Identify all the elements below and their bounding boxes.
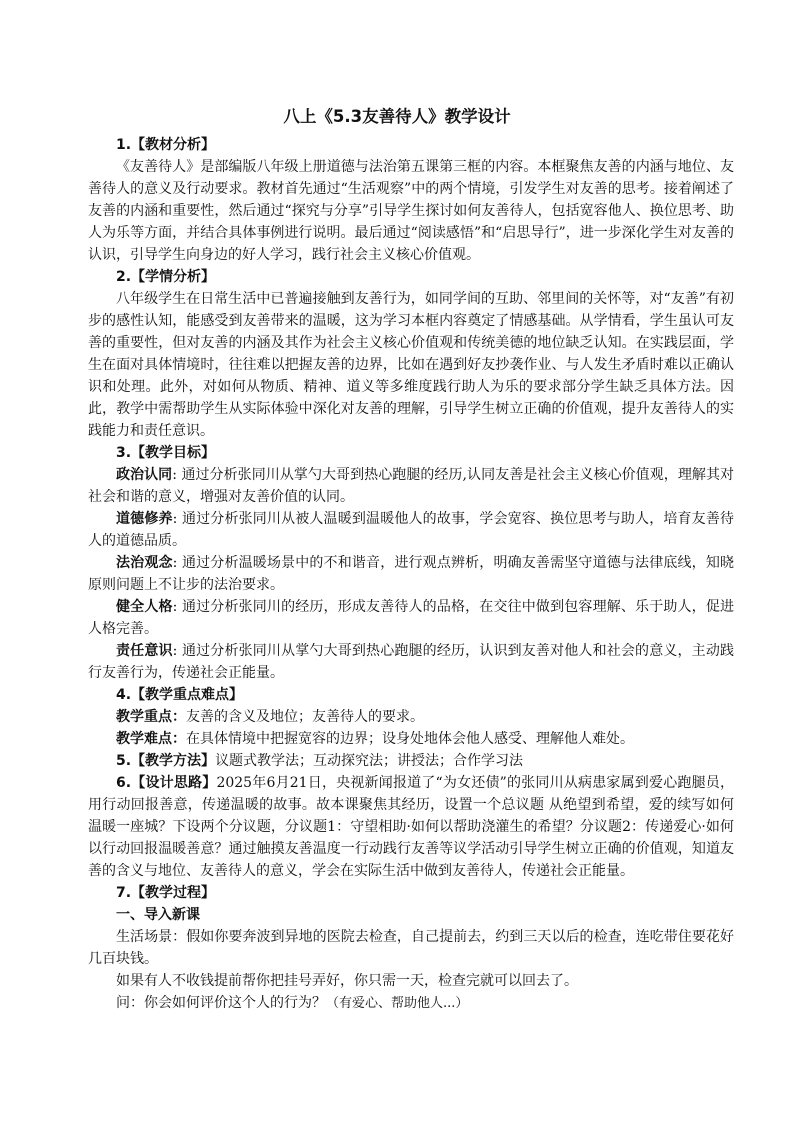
key-point-text: 友善的含义及地位；友善待人的要求。 — [186, 709, 424, 725]
intro-scene: 生活场景：假如你要奔波到异地的医院去检查，自己提前去，约到三天以后的检查，连吃带住要花好几百块钱。 — [88, 929, 734, 967]
goal-label: 健全人格 — [116, 599, 173, 615]
section-heading-methods: 5.【教学方法】 — [116, 753, 216, 769]
question-text: 问：你会如何评价这个人的行为？ — [116, 995, 326, 1011]
intro-question — [88, 992, 734, 1015]
goal-text: 通过分析温暖场景中的不和谐音，进行观点辨析，明确友善需坚守道德与法律底线，知晓原则问题上不让步的法治要求。 — [88, 555, 735, 593]
student-analysis-text: 八年级学生在日常生活中已普遍接触到友善行为，如同学间的互助、邻里间的关怀等，对“友善”有初步的感性认知，能感受到友善带来的温暖，这为学习本框内容奠定了情感基础。从学情看，学生虽认可友善的重要性，但对友善的内涵及其作为社会主义核心价值观和传统美德的地位缺乏认知。在实践层面，学生在面对具体情境时，往往难以把握友善的边界，比如在遇到好友抄袭作业、与人发生矛盾时难以正确认识和处理。此外，对如何从物质、精神、道义等多维度践行助人为乐的要求部分学生缺乏具体方法。因此，教学中需帮助学生从实际体验中深化对友善的理解，引导学生树立正确的价值观，提升友善待人的实践能力和责任意识。 — [88, 291, 734, 439]
goal-personality: 健全人格: 通过分析张同川的经历，形成友善待人的品格，在交往中做到包容理解、乐于助人，促进人格完善。 — [88, 599, 735, 637]
intro-scene-2: 如果有人不收钱提前帮你把挂号弄好，你只需一天，检查完就可以回去了。 — [116, 973, 578, 989]
difficult-point-label: 教学难点： — [116, 731, 186, 747]
material-analysis-text: 《友善待人》是部编版八年级上册道德与法治第五课第三框的内容。本框聚焦友善的内涵与地位、友善待人的意义及行动要求。教材首先通过“生活观察”中的两个情境，引发学生对友善的思考。接着阐述了友善的内涵和重要性，然后通过“探究与分享”引导学生探讨如何友善待人，包括宽容他人、换位思考、助人为乐等方面，并结合具体事例进行说明。最后通过“阅读感悟”和“启思导行”，进一步深化学生对友善的认识，引导学生向身边的好人学习，践行社会主义核心价值观。 — [88, 159, 734, 263]
goal-political: 政治认同: 通过分析张同川从掌勺大哥到热心跑腿的经历,认同友善是社会主义核心价值观，理解其对社会和谐的意义，增强对友善价值的认同。 — [88, 467, 735, 505]
section-heading-process: 7.【教学过程】 — [116, 885, 216, 901]
page-title: 八上《5.3友善待人》教学设计 — [283, 107, 511, 126]
goal-law: 法治观念: 通过分析温暖场景中的不和谐音，进行观点辨析，明确友善需坚守道德与法律底线，知晓原则问题上不让步的法治要求。 — [88, 555, 735, 593]
goal-text: 通过分析张同川从掌勺大哥到热心跑腿的经历,认同友善是社会主义核心价值观，理解其对社会和谐的意义，增强对友善价值的认同。 — [88, 467, 735, 505]
goal-label: 责任意识 — [116, 643, 173, 659]
goal-moral: 道德修养: 通过分析张同川从被人温暖到温暖他人的故事，学会宽容、换位思考与助人，培育友善待人的道德品质。 — [88, 511, 735, 549]
methods-text: 议题式教学法；互动探究法；讲授法；合作学习法 — [215, 753, 524, 769]
difficult-point-text: 在具体情境中把握宽容的边界；设身处地体会他人感受、理解他人难处。 — [186, 731, 634, 747]
key-point-label: 教学重点： — [116, 709, 186, 725]
section-heading-design: 6.【设计思路】 — [116, 775, 217, 791]
section-heading-material: 1.【教材分析】 — [116, 137, 216, 153]
section-heading-goals: 3.【教学目标】 — [116, 445, 216, 461]
subsection-heading-intro: 一、导入新课 — [116, 907, 200, 923]
difficult-point — [88, 728, 734, 750]
document-body — [88, 134, 734, 1015]
goal-text: 通过分析张同川从被人温暖到温暖他人的故事，学会宽容、换位思考与助人，培育友善待人的道德品质。 — [88, 511, 735, 549]
goal-label: 政治认同 — [116, 467, 173, 483]
key-point — [88, 706, 734, 728]
goal-text: 通过分析张同川的经历，形成友善待人的品格，在交往中做到包容理解、乐于助人，促进人格完善。 — [88, 599, 735, 637]
design-idea — [88, 772, 734, 882]
answer-hint: （有爱心、帮助他人...） — [326, 996, 469, 1011]
goal-responsibility: 责任意识: 通过分析张同川从掌勺大哥到热心跑腿的经历，认识到友善对他人和社会的意义，主动践行友善行为，传递社会正能量。 — [88, 643, 735, 681]
section-heading-key-points: 4.【教学重点难点】 — [116, 687, 244, 703]
design-text: 2025年6月21日，央视新闻报道了“为女还债”的张同川从病患家属到爱心跑腿员，用行动回报善意，传递温暖的故事。故本课聚焦其经历，设置一个总议题 从绝望到希望，爱的续写如何温暖一座城？下设两个分议题，分议题1：守望相助·如何以帮助浇灌生的希望？分议题2：传递爱心·如何以行动回报温暖善意？通过触摸友善温度一行动践行友善等议学活动引导学生树立正确的价值观，知道友善的含义与地位、友善待人的意义，学会在实际生活中做到友善待人，传递社会正能量。 — [88, 775, 734, 879]
goal-label: 法治观念 — [116, 555, 173, 571]
goal-text: 通过分析张同川从掌勺大哥到热心跑腿的经历，认识到友善对他人和社会的意义，主动践行友善行为，传递社会正能量。 — [88, 643, 735, 681]
teaching-methods — [88, 750, 734, 772]
goal-label: 道德修养 — [116, 511, 173, 527]
section-heading-students: 2.【学情分析】 — [116, 269, 216, 285]
